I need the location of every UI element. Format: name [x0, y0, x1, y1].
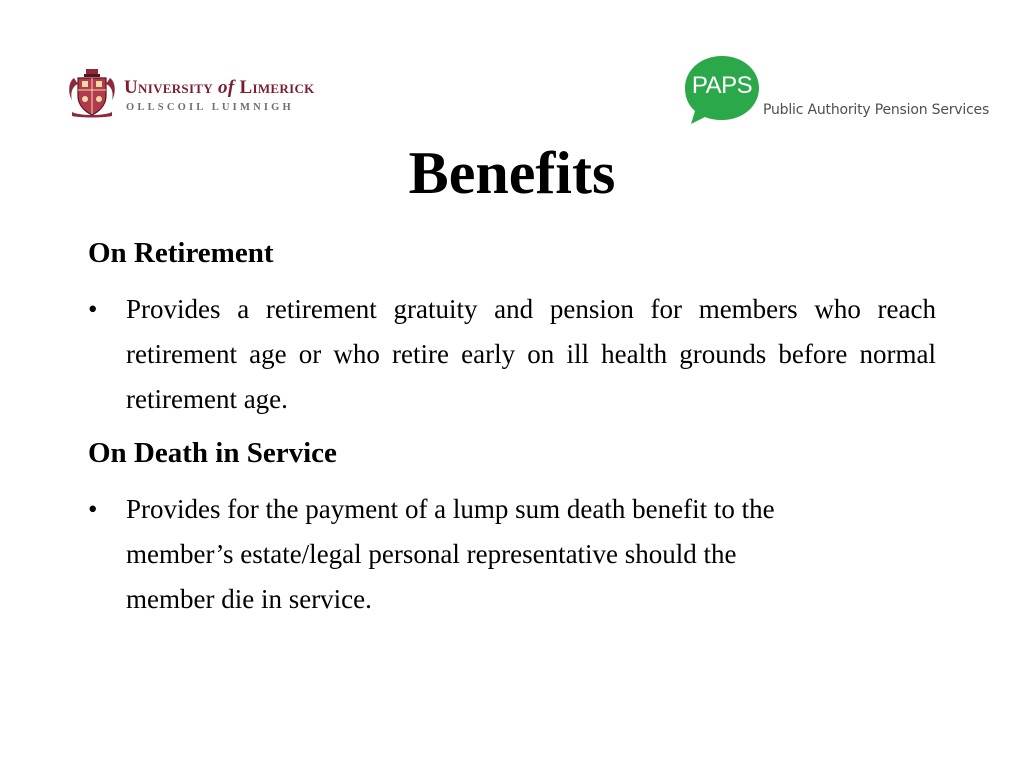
university-name-prefix: University	[124, 77, 213, 98]
paps-full-name: Public Authority Pension Services	[763, 102, 990, 118]
paps-logo	[683, 54, 1003, 126]
slide-title: Benefits	[408, 140, 616, 206]
university-of-limerick-logo	[68, 68, 348, 120]
bullet-line: member’s estate/legal personal representative should the	[126, 539, 737, 569]
bullet-line: member die in service.	[126, 584, 372, 614]
bullet-marker: •	[88, 294, 98, 324]
death-in-service-bullet-text	[126, 487, 886, 622]
section-heading-on-retirement: On Retirement	[88, 237, 274, 269]
retirement-bullet-text: Provides a retirement gratuity and pension for members who reach retirement age or who retire early on ill health grounds before normal retirement age.	[126, 294, 936, 414]
university-name-of: of	[218, 77, 235, 98]
university-name-suffix: Limerick	[239, 77, 315, 98]
bullet-marker: •	[88, 494, 98, 524]
bullet-line: Provides for the payment of a lump sum death benefit to the	[126, 494, 775, 524]
section-heading-on-death-in-service: On Death in Service	[88, 437, 337, 469]
university-name	[124, 77, 315, 99]
university-crest-icon	[68, 68, 116, 118]
paps-abbreviation: PAPS	[691, 72, 753, 99]
university-irish-name: OLLSCOIL LUIMNIGH	[126, 102, 294, 113]
